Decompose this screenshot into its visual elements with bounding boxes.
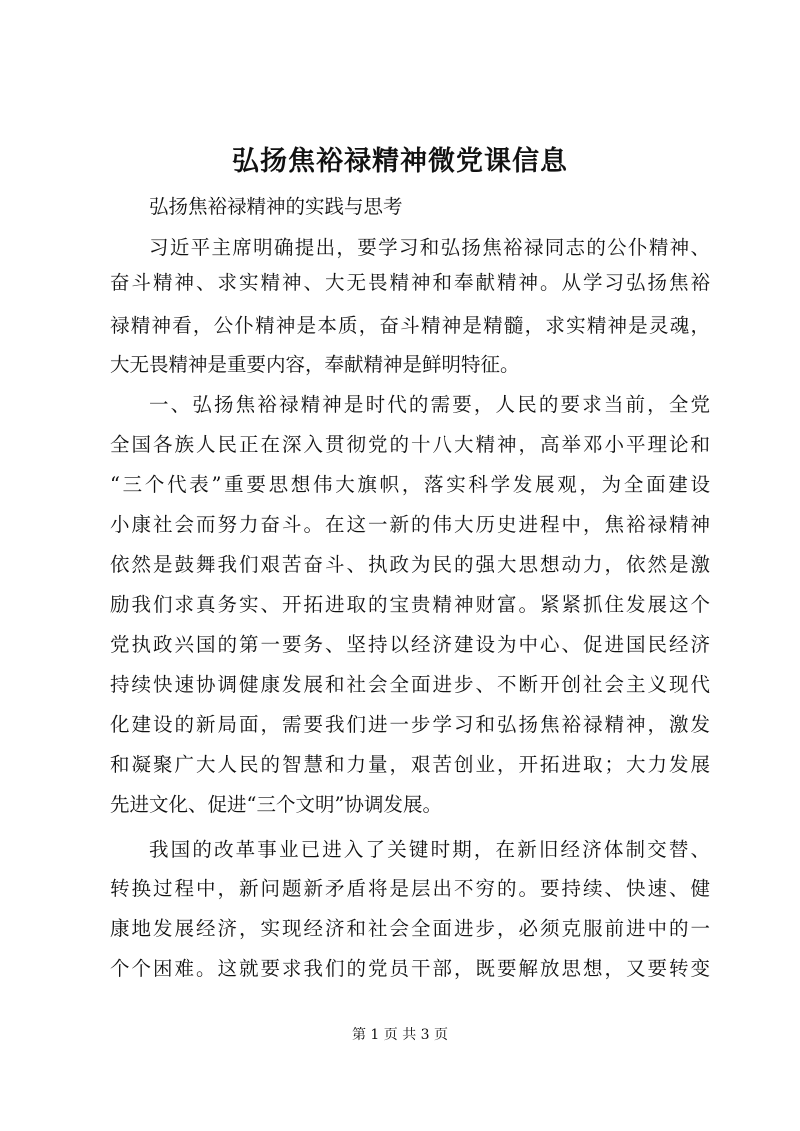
body-line: “三个代表”重要思想伟大旗帜，落实科学发展观，为全面建设 [110,473,710,496]
body-line: 党执政兴国的第一要务、坚持以经济建设为中心、促进国民经济 [110,633,710,656]
body-line: 大无畏精神是重要内容，奉献精神是鲜明特征。 [110,353,520,376]
body-line: 习近平主席明确提出，要学习和弘扬焦裕禄同志的公仆精神、 [149,236,710,259]
body-line: 励我们求真务实、开拓进取的宝贵精神财富。紧紧抓住发展这个 [110,593,710,616]
body-line: 奋斗精神、求实精神、大无畏精神和奉献精神。从学习弘扬焦裕 [110,271,710,294]
body-line: 禄精神看，公仆精神是本质，奋斗精神是精髓，求实精神是灵魂， [110,314,710,337]
body-line: 先进文化、促进“三个文明”协调发展。 [110,793,442,816]
body-line: 全国各族人民正在深入贯彻党的十八大精神，高举邓小平理论和 [110,433,710,456]
body-line: 一、弘扬焦裕禄精神是时代的需要，人民的要求当前，全党 [149,393,710,416]
body-line: 化建设的新局面，需要我们进一步学习和弘扬焦裕禄精神，激发 [110,713,710,736]
body-line: 小康社会而努力奋斗。在这一新的伟大历史进程中，焦裕禄精神 [110,513,710,536]
body-line: 康地发展经济，实现经济和社会全面进步，必须克服前进中的一 [110,917,710,940]
document-title: 弘扬焦裕禄精神微党课信息 [232,146,568,177]
body-line: 和凝聚广大人民的智慧和力量，艰苦创业，开拓进取；大力发展 [110,753,710,776]
body-line: 持续快速协调健康发展和社会全面进步、不断开创社会主义现代 [110,673,710,696]
body-line: 依然是鼓舞我们艰苦奋斗、执政为民的强大思想动力，依然是激 [110,553,710,576]
page-footer: 第 1 页 共 3 页 [351,1027,449,1043]
body-line: 个个困难。这就要求我们的党员干部，既要解放思想，又要转变 [110,957,710,980]
body-line: 我国的改革事业已进入了关键时期，在新旧经济体制交替、 [149,838,710,861]
body-line: 转换过程中，新问题新矛盾将是层出不穷的。要持续、快速、健 [110,877,710,900]
subtitle-line: 弘扬焦裕禄精神的实践与思考 [149,195,403,218]
